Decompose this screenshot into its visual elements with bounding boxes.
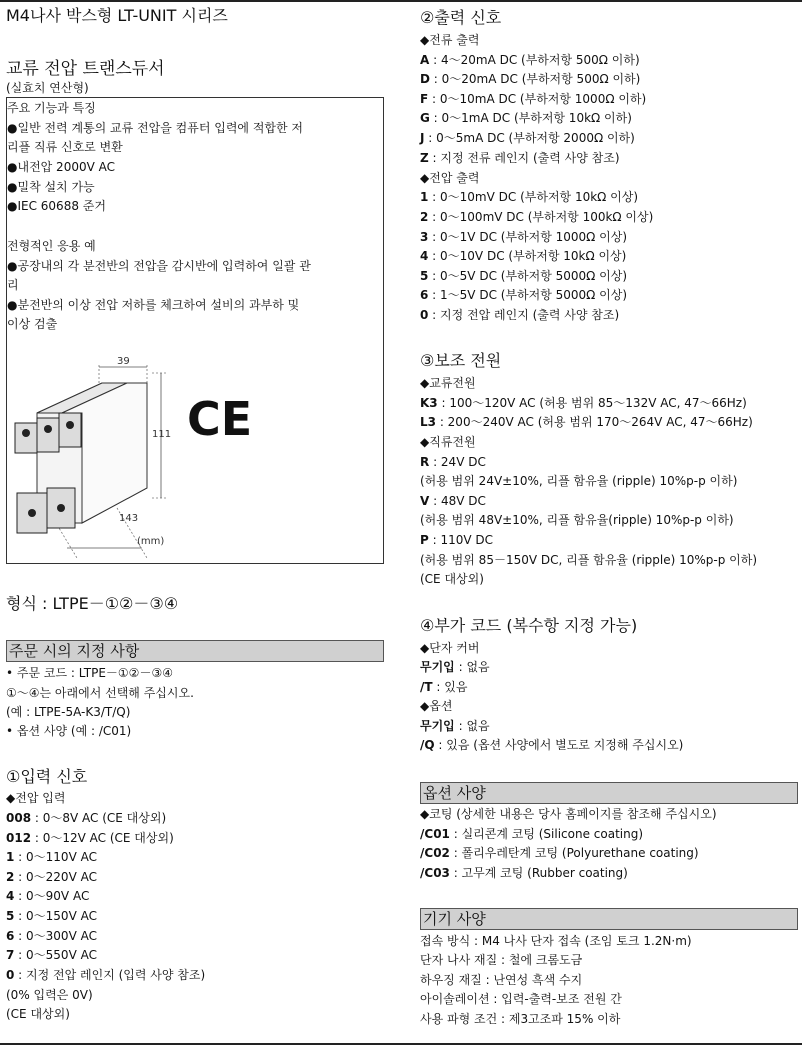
input-item: 008 : 0～8V AC (CE 대상외) [6, 811, 167, 825]
ordering-section-header: 주문 시의 지정 사항 [6, 640, 384, 662]
power-note: (허용 범위 48V±10%, 리플 함유율(ripple) 10%p-p 이하) [420, 513, 734, 527]
power-item: R : 24V DC [420, 455, 486, 469]
example-line: ●공장내의 각 분전반의 전압을 감시반에 입력하여 일괄 관 [7, 259, 311, 273]
power-note: (CE 대상외) [420, 572, 484, 586]
output-item: 4 : 0～10V DC (부하저항 10kΩ 이상) [420, 249, 627, 263]
input-subheading: ◆전압 입력 [6, 791, 66, 805]
feature-line: ●내전압 2000V AC [7, 160, 116, 174]
output-section-title: ②출력 신호 [420, 8, 502, 27]
ordering-line: • 옵션 사양 (예 : /C01) [6, 724, 132, 738]
product-dimension-drawing [7, 343, 385, 563]
examples-heading: 전형적인 응용 예 [7, 239, 96, 253]
output-item: 2 : 0～100mV DC (부하저항 100kΩ 이상) [420, 210, 654, 224]
options-item: /C01 : 실리콘계 코팅 (Silicone coating) [420, 827, 644, 841]
top-rule [0, 0, 802, 2]
power-ac-subheading: ◆교류전원 [420, 376, 476, 390]
input-item: 012 : 0～12V AC (CE 대상외) [6, 831, 174, 845]
height-dimension-label: 111 [152, 429, 172, 440]
input-item: 2 : 0～220V AC [6, 870, 97, 884]
addon-item: 무기입 : 없음 [420, 660, 490, 674]
features-box [6, 97, 384, 564]
output-item: J : 0～5mA DC (부하저항 2000Ω 이하) [420, 131, 635, 145]
power-section-title: ③보조 전원 [420, 351, 502, 370]
output-item: 3 : 0～1V DC (부하저항 1000Ω 이상) [420, 230, 628, 244]
output-item: 1 : 0～10mV DC (부하저항 10kΩ 이상) [420, 190, 639, 204]
input-note: (0% 입력은 0V) [6, 988, 93, 1002]
output-current-subheading: ◆전류 출력 [420, 33, 480, 47]
output-item: Z : 지정 전류 레인지 (출력 사양 참조) [420, 151, 620, 165]
power-item: V : 48V DC [420, 494, 486, 508]
product-subtitle: (실효치 연산형) [6, 81, 89, 95]
features-heading: 주요 기능과 특징 [7, 101, 96, 115]
options-item: /C02 : 폴리우레탄계 코팅 (Polyurethane coating) [420, 846, 699, 860]
options-subheading: ◆코팅 (상세한 내용은 당사 홈페이지를 참조해 주십시오) [420, 807, 717, 821]
example-line: ●분전반의 이상 전압 저하를 체크하여 설비의 과부하 및 [7, 298, 300, 312]
page-title: M4나사 박스형 LT-UNIT 시리즈 [6, 6, 228, 25]
specs-section-header: 기기 사양 [420, 908, 798, 930]
input-item: 6 : 0～300V AC [6, 929, 97, 943]
output-item: G : 0～1mA DC (부하저항 10kΩ 이하) [420, 111, 632, 125]
spec-line: 사용 파형 조건 : 제3고조파 15% 이하 [420, 1012, 621, 1026]
example-line: 이상 검출 [7, 317, 58, 331]
width-dimension-label: 39 [117, 356, 130, 367]
output-item: A : 4～20mA DC (부하저항 500Ω 이하) [420, 53, 640, 67]
ordering-line: ①～④는 아래에서 선택해 주십시오. [6, 686, 194, 700]
bottom-rule [0, 1043, 802, 1045]
addon-option-subheading: ◆옵션 [420, 699, 453, 713]
model-code: 형식 : LTPE－①②－③④ [6, 594, 179, 613]
power-item: L3 : 200～240V AC (허용 범위 170～264V AC, 47～66Hz) [420, 415, 753, 429]
depth-dimension-label: 143 [119, 513, 139, 524]
options-section-header: 옵션 사양 [420, 782, 798, 804]
spec-line: 하우징 재질 : 난연성 흑색 수지 [420, 973, 583, 987]
input-item: 1 : 0～110V AC [6, 850, 97, 864]
feature-line: 리플 직류 신호로 변환 [7, 140, 123, 154]
input-item: 7 : 0～550V AC [6, 948, 97, 962]
output-item: 5 : 0～5V DC (부하저항 5000Ω 이상) [420, 269, 628, 283]
ordering-line: (예 : LTPE-5A-K3/T/Q) [6, 705, 131, 719]
addon-item: /Q : 있음 (옵션 사양에서 별도로 지정해 주십시오) [420, 738, 684, 752]
spec-line: 단자 나사 재질 : 철에 크롬도금 [420, 953, 583, 967]
output-item: D : 0～20mA DC (부하저항 500Ω 이하) [420, 72, 641, 86]
power-note: (허용 범위 24V±10%, 리플 함유율 (ripple) 10%p-p 이하) [420, 474, 738, 488]
addon-item: /T : 있음 [420, 680, 468, 694]
ordering-line: • 주문 코드 : LTPE－①②－③④ [6, 666, 173, 680]
options-item: /C03 : 고무계 코팅 (Rubber coating) [420, 866, 628, 880]
ce-mark: CE [187, 392, 253, 446]
output-item: 0 : 지정 전압 레인지 (출력 사양 참조) [420, 308, 620, 322]
addon-item: 무기입 : 없음 [420, 719, 490, 733]
spec-line: 접속 방식 : M4 나사 단자 접속 (조임 토크 1.2N·m) [420, 934, 692, 948]
input-item: 4 : 0～90V AC [6, 889, 90, 903]
output-item: 6 : 1～5V DC (부하저항 5000Ω 이상) [420, 288, 628, 302]
feature-line: ●밀착 설치 가능 [7, 180, 95, 194]
power-note: (허용 범위 85－150V DC, 리플 함유율 (ripple) 10%p-p 이하) [420, 553, 758, 567]
addon-section-title: ④부가 코드 (복수항 지정 가능) [420, 616, 638, 635]
output-item: F : 0～10mA DC (부하저항 1000Ω 이하) [420, 92, 647, 106]
product-name: 교류 전압 트랜스듀서 [6, 59, 165, 79]
power-dc-subheading: ◆직류전원 [420, 435, 476, 449]
feature-line: ●일반 전력 계통의 교류 전압을 컴퓨터 입력에 적합한 저 [7, 121, 304, 135]
input-item: 0 : 지정 전압 레인지 (입력 사양 참조) [6, 968, 206, 982]
output-voltage-subheading: ◆전압 출력 [420, 171, 480, 185]
feature-line: ●IEC 60688 준거 [7, 199, 106, 213]
power-item: K3 : 100～120V AC (허용 범위 85～132V AC, 47～66Hz) [420, 396, 747, 410]
input-section-title: ①입력 신호 [6, 767, 88, 786]
example-line: 리 [7, 278, 19, 292]
input-item: 5 : 0～150V AC [6, 909, 97, 923]
unit-label: (mm) [137, 536, 165, 547]
input-note: (CE 대상외) [6, 1007, 70, 1021]
power-item: P : 110V DC [420, 533, 494, 547]
spec-line: 아이솔레이션 : 입력-출력-보조 전원 간 [420, 992, 622, 1006]
addon-cover-subheading: ◆단자 커버 [420, 641, 480, 655]
